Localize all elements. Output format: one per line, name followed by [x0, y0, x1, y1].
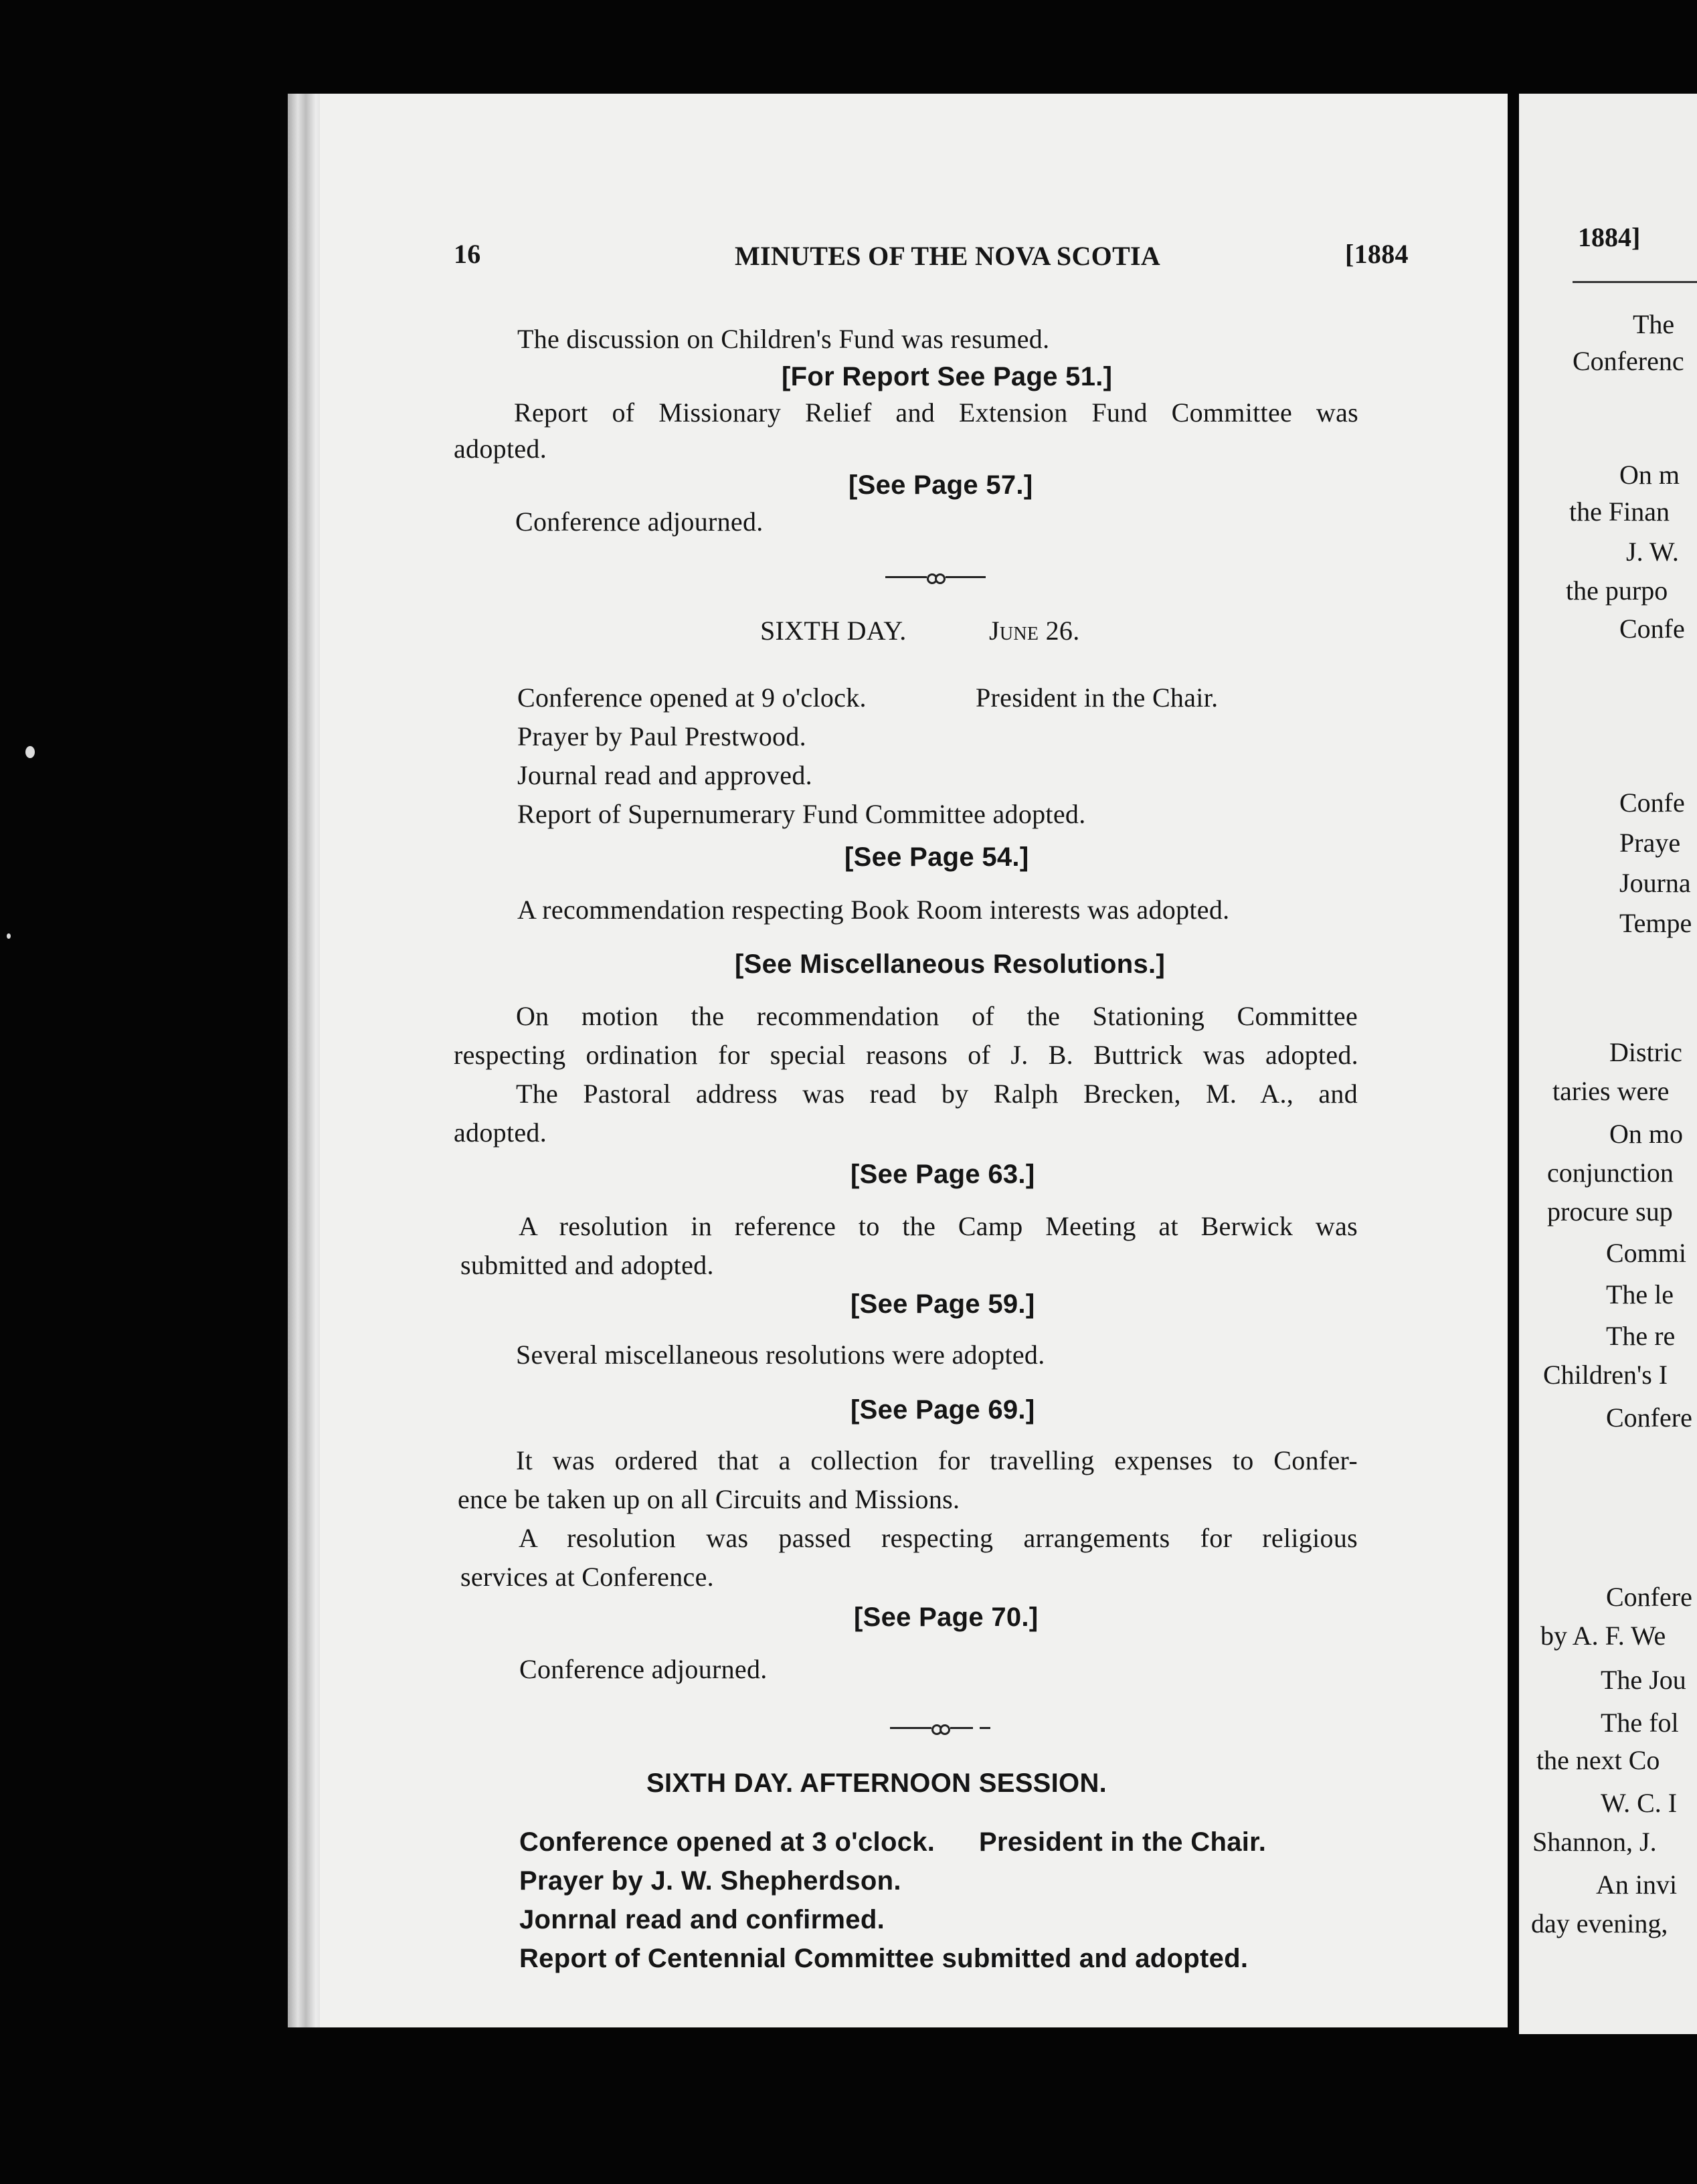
- text-fragment: the Finan: [1569, 496, 1670, 527]
- text-line: respecting ordination for special reasons of J. B. Buttrick was adopted.: [454, 1040, 1358, 1070]
- section-heading: SIXTH DAY. AFTERNOON SESSION.: [646, 1768, 1107, 1798]
- text-fragment: Confe: [1619, 788, 1685, 818]
- text-fragment: Journa: [1619, 868, 1691, 898]
- text-line: adopted.: [454, 434, 547, 464]
- text-fragment: Children's I: [1543, 1360, 1668, 1390]
- text-line: It was ordered that a collection for travelling expenses to Confer-: [516, 1445, 1358, 1475]
- page-reference: [See Page 63.]: [851, 1160, 1035, 1189]
- text-fragment: The Jou: [1601, 1665, 1686, 1695]
- text-fragment: The re: [1606, 1321, 1676, 1351]
- text-fragment: W. C. I: [1601, 1788, 1678, 1818]
- text-fragment: by A. F. We: [1540, 1621, 1666, 1651]
- text-fragment: Confere: [1606, 1582, 1692, 1612]
- text-fragment: Confe: [1619, 614, 1685, 644]
- text-line: A resolution was passed respecting arrangements for religious: [519, 1523, 1358, 1553]
- text-line: A recommendation respecting Book Room interests was adopted.: [517, 895, 1230, 925]
- text-line: Conference opened at 3 o'clock.: [519, 1827, 935, 1857]
- page-reference: [See Page 69.]: [851, 1395, 1035, 1425]
- page-reference: [See Page 59.]: [851, 1289, 1035, 1319]
- section-divider: [885, 570, 986, 583]
- text-line: Jonrnal read and confirmed.: [519, 1905, 885, 1934]
- text-fragment: conjunction: [1547, 1158, 1674, 1188]
- running-head-year: 1884]: [1578, 222, 1641, 252]
- text-fragment: Distric: [1609, 1037, 1682, 1067]
- text-line: President in the Chair.: [976, 682, 1219, 713]
- page-reference: [See Page 57.]: [848, 470, 1033, 500]
- text-line: On motion the recommendation of the Stationing Committee: [516, 1001, 1358, 1031]
- text-fragment: Conferenc: [1573, 346, 1684, 376]
- text-fragment: On mo: [1609, 1119, 1683, 1149]
- text-line: adopted.: [454, 1117, 547, 1148]
- text-fragment: An invi: [1596, 1870, 1678, 1900]
- text-fragment: procure sup: [1547, 1196, 1673, 1226]
- text-fragment: On m: [1619, 460, 1680, 490]
- section-heading: SIXTH DAY.: [760, 616, 907, 646]
- scan-speck: [7, 933, 11, 939]
- section-divider: [890, 1721, 990, 1734]
- text-line: Report of Centennial Committee submitted and adopted.: [519, 1944, 1249, 1973]
- text-line: Journal read and approved.: [517, 760, 812, 790]
- text-fragment: Tempe: [1619, 908, 1692, 938]
- text-line: services at Conference.: [460, 1562, 714, 1592]
- text-fragment: The: [1633, 309, 1675, 339]
- page-number: 16: [454, 239, 481, 269]
- text-line: Report of Missionary Relief and Extension Fund Committee was: [514, 397, 1358, 428]
- header-rule: [1573, 281, 1697, 283]
- text-fragment: Shannon, J.: [1532, 1827, 1657, 1857]
- running-head-year: [1884: [1345, 239, 1409, 269]
- page-reference: [See Page 54.]: [844, 842, 1029, 872]
- text-fragment: the purpo: [1566, 575, 1668, 606]
- text-fragment: taries were: [1552, 1076, 1670, 1106]
- text-line: Report of Supernumerary Fund Committee adopted.: [517, 799, 1086, 829]
- running-head: MINUTES OF THE NOVA SCOTIA: [735, 241, 1161, 271]
- text-fragment: J. W.: [1626, 537, 1679, 567]
- text-line: submitted and adopted.: [460, 1250, 714, 1280]
- text-fragment: Confere: [1606, 1402, 1692, 1433]
- page-reference: [For Report See Page 51.]: [782, 362, 1113, 391]
- text-fragment: day evening,: [1531, 1908, 1668, 1938]
- text-line: Conference adjourned.: [519, 1654, 768, 1684]
- text-fragment: Praye: [1619, 828, 1681, 858]
- section-date: June 26.: [989, 616, 1080, 646]
- text-line: ence be taken up on all Circuits and Missions.: [458, 1484, 960, 1514]
- text-line: A resolution in reference to the Camp Meeting at Berwick was: [519, 1211, 1358, 1241]
- text-line: Conference opened at 9 o'clock.: [517, 682, 867, 713]
- text-line: Prayer by Paul Prestwood.: [517, 721, 806, 751]
- text-line: President in the Chair.: [979, 1827, 1267, 1857]
- text-fragment: Commi: [1606, 1238, 1687, 1268]
- left-page: [320, 94, 1508, 2027]
- text-line: The Pastoral address was read by Ralph Brecken, M. A., and: [516, 1079, 1358, 1109]
- page-reference: [See Page 70.]: [854, 1603, 1039, 1632]
- text-fragment: the next Co: [1536, 1745, 1660, 1775]
- text-line: Conference adjourned.: [515, 507, 764, 537]
- text-line: Prayer by J. W. Shepherdson.: [519, 1866, 901, 1896]
- right-page: [1519, 94, 1697, 2034]
- text-fragment: The le: [1606, 1279, 1674, 1309]
- page-reference: [See Miscellaneous Resolutions.]: [735, 949, 1166, 979]
- scan-speck: [25, 746, 35, 758]
- text-line: The discussion on Children's Fund was resumed.: [517, 324, 1050, 354]
- text-line: Several miscellaneous resolutions were adopted.: [516, 1340, 1045, 1370]
- text-fragment: The fol: [1601, 1708, 1679, 1738]
